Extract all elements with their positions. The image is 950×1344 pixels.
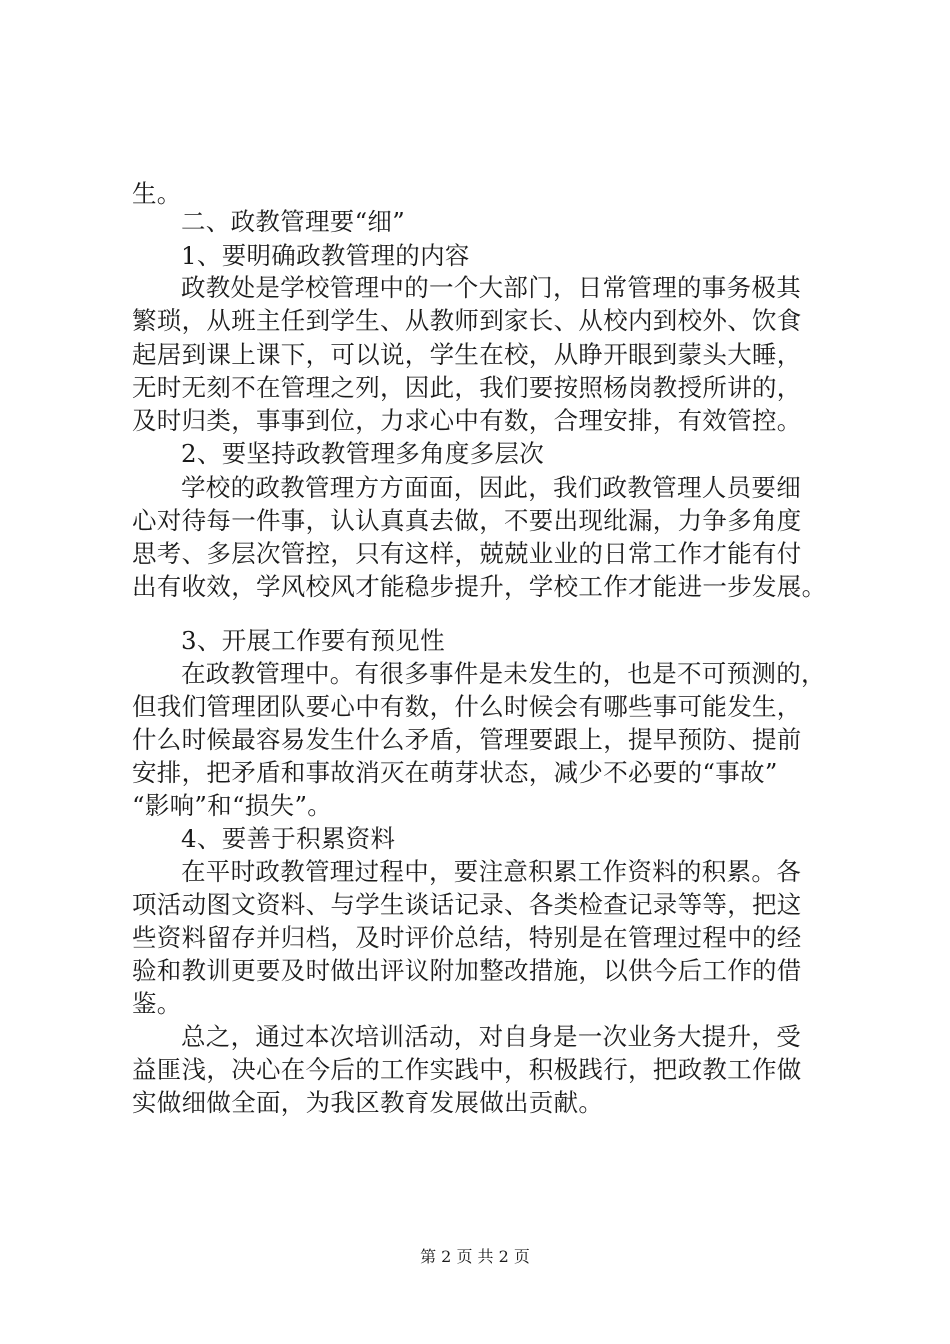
page-number-footer: 第 2 页 共 2 页 (420, 1247, 530, 1266)
text-line: 思考、多层次管控，只有这样，兢兢业业的日常工作才能有付 (132, 539, 802, 568)
text-line: 无时无刻不在管理之列，因此，我们要按照杨岗教授所讲的， (132, 373, 802, 402)
text-line: 生。 (132, 179, 182, 208)
subsection-heading: 4、要善于积累资料 (181, 824, 396, 853)
text-line: 在平时政教管理过程中，要注意积累工作资料的积累。各 (181, 857, 801, 886)
text-line: 鉴。 (132, 989, 182, 1018)
text-line: 出有收效，学风校风才能稳步提升，学校工作才能进一步发展。 (132, 572, 827, 601)
text-line: 什么时候最容易发生什么矛盾，管理要跟上，提早预防、提前 (132, 725, 802, 754)
text-line: 益匪浅，决心在今后的工作实践中，积极践行，把政教工作做 (132, 1055, 802, 1084)
text-line: 繁琐，从班主任到学生、从教师到家长、从校内到校外、饮食 (132, 306, 802, 335)
text-line: 验和教训更要及时做出评议附加整改措施，以供今后工作的借 (132, 956, 802, 985)
text-line: 政教处是学校管理中的一个大部门，日常管理的事务极其 (181, 273, 801, 302)
text-line: 心对待每一件事，认认真真去做，不要出现纰漏，力争多角度 (132, 506, 802, 535)
subsection-heading: 3、开展工作要有预见性 (181, 626, 445, 655)
text-line: 安排，把矛盾和事故消灭在萌芽状态，减少不必要的“事故” (132, 758, 778, 787)
text-line: 学校的政教管理方方面面，因此，我们政教管理人员要细 (181, 473, 801, 502)
text-line: “影响”和“损失”。 (132, 791, 333, 820)
text-line: 总之，通过本次培训活动，对自身是一次业务大提升，受 (181, 1022, 801, 1051)
text-line: 及时归类，事事到位，力求心中有数，合理安排，有效管控。 (132, 406, 802, 435)
text-line: 实做细做全面，为我区教育发展做出贡献。 (132, 1088, 604, 1117)
text-line: 但我们管理团队要心中有数，什么时候会有哪些事可能发生， (132, 692, 802, 721)
text-line: 起居到课上课下，可以说，学生在校，从睁开眼到蒙头大睡， (132, 340, 802, 369)
section-heading: 二、政教管理要“细” (181, 207, 406, 236)
text-line: 项活动图文资料、与学生谈话记录、各类检查记录等等，把这 (132, 890, 802, 919)
subsection-heading: 2、要坚持政教管理多角度多层次 (181, 439, 545, 468)
subsection-heading: 1、要明确政教管理的内容 (181, 241, 470, 270)
text-line: 在政教管理中。有很多事件是未发生的，也是不可预测的， (181, 659, 826, 688)
text-line: 些资料留存并归档，及时评价总结，特别是在管理过程中的经 (132, 923, 802, 952)
